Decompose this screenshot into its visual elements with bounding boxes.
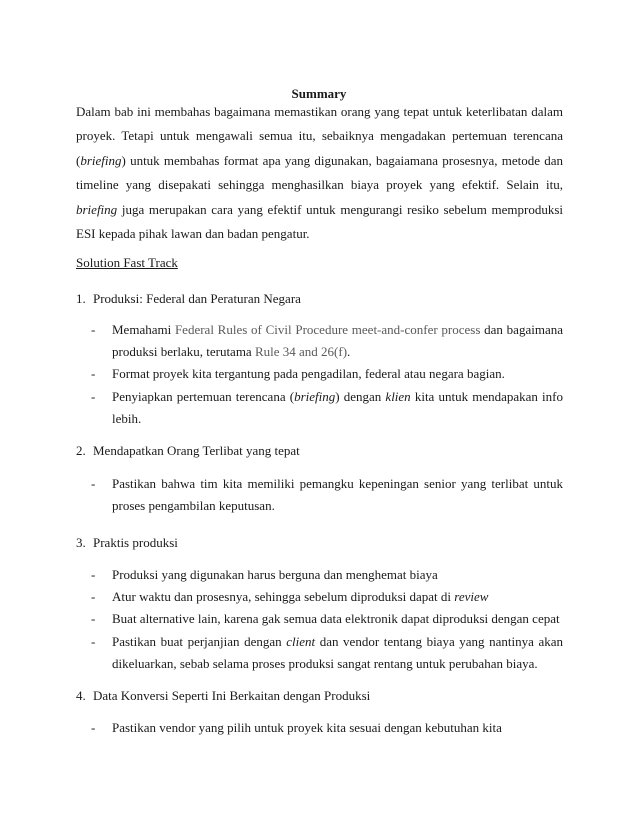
list-item: [91, 564, 563, 586]
bullet-text: kita untuk mendapakan info lebih.: [112, 388, 564, 426]
bullet-text: .: [347, 344, 351, 360]
section-title: Data Konversi Seperti Ini Berkaitan dengan Produksi: [93, 688, 371, 703]
section-title: Mendapatkan Orang Terlibat yang tepat: [93, 443, 300, 458]
section-title: Praktis produksi: [93, 535, 178, 550]
bullet-italic: klien: [385, 388, 411, 404]
section-4-bullets: [91, 717, 563, 739]
bullet-text: Pastikan buat perjanjian dengan: [112, 633, 287, 649]
bullet-quote: Rule 34 and 26(f): [254, 344, 348, 360]
bullet-text: ) dengan: [335, 388, 386, 404]
bullet-text: Penyiapkan pertemuan terencana (: [112, 388, 295, 404]
bullet-italic: review: [454, 589, 489, 605]
section-heading-1: [76, 289, 301, 309]
section-heading-3: [76, 533, 178, 553]
bullet-text: Atur waktu dan prosesnya, sehingga sebelum diproduksi dapat di: [112, 589, 455, 605]
section-number: 4.: [76, 688, 86, 703]
section-2-bullets: [91, 473, 563, 517]
bullet-text: Format proyek kita tergantung pada pengadilan, federal atau negara bagian.: [112, 366, 505, 382]
list-item: [91, 319, 563, 363]
bullet-text: Produksi yang digunakan harus berguna dan menghemat biaya: [112, 567, 438, 582]
list-item: [91, 473, 563, 517]
section-number: 2.: [76, 443, 86, 458]
list-item: [91, 717, 563, 739]
summary-text: ) untuk membahas format apa yang digunakan, bagaiamana prosesnya, metode dan timeline yang disepakati sehingga menghasilkan biaya proyek yang efektif. Selain itu,: [76, 152, 563, 193]
summary-title: Summary: [291, 86, 347, 101]
section-heading-4: [76, 686, 370, 706]
fast-track-heading: Solution Fast Track: [76, 255, 178, 270]
bullet-text: Memahami: [112, 322, 175, 337]
summary-italic-briefing: briefing: [76, 201, 118, 217]
bullet-text: Pastikan vendor yang pilih untuk proyek kita sesuai dengan kebutuhan kita: [112, 720, 502, 735]
section-number: 3.: [76, 535, 86, 550]
summary-italic-briefing: briefing: [80, 152, 122, 168]
bullet-text: Buat alternative lain, karena gak semua data elektronik dapat diproduksi dengan cepat: [112, 611, 560, 627]
summary-paragraph: [76, 100, 563, 246]
list-item: [91, 608, 563, 630]
list-item: [91, 586, 563, 608]
section-1-bullets: [91, 319, 563, 430]
bullet-text: Pastikan bahwa tim kita memiliki pemangku kepeningan senior yang terlibat untuk proses pengambilan keputusan.: [112, 476, 563, 514]
section-3-bullets: [91, 564, 563, 675]
section-heading-2: [76, 441, 300, 461]
section-number: 1.: [76, 291, 86, 306]
bullet-italic: client: [286, 633, 316, 649]
section-title: Produksi: Federal dan Peraturan Negara: [93, 291, 301, 306]
summary-text: Dalam bab ini membahas bagaimana memastikan orang yang tepat untuk keterlibatan dalam proyek. Tetapi untuk mengawali semua itu, sebaiknya mengadakan pertemuan terencana (: [76, 104, 563, 168]
bullet-text: dan vendor tentang biaya yang nantinya akan dikeluarkan, sebab selama proses produksi sangat rentang untuk perubahan biaya.: [112, 633, 564, 671]
bullet-quote: Federal Rules of Civil Procedure meet-and-confer process: [174, 322, 481, 337]
summary-text: juga merupakan cara yang efektif untuk mengurangi resiko sebelum memproduksi ESI kepada pihak lawan dan badan pengatur.: [76, 201, 563, 242]
list-item: [91, 631, 563, 675]
bullet-text: dan bagaimana produksi berlaku, terutama: [112, 322, 563, 360]
list-item: [91, 363, 563, 385]
bullet-italic: briefing: [294, 388, 336, 404]
list-item: [91, 386, 563, 430]
